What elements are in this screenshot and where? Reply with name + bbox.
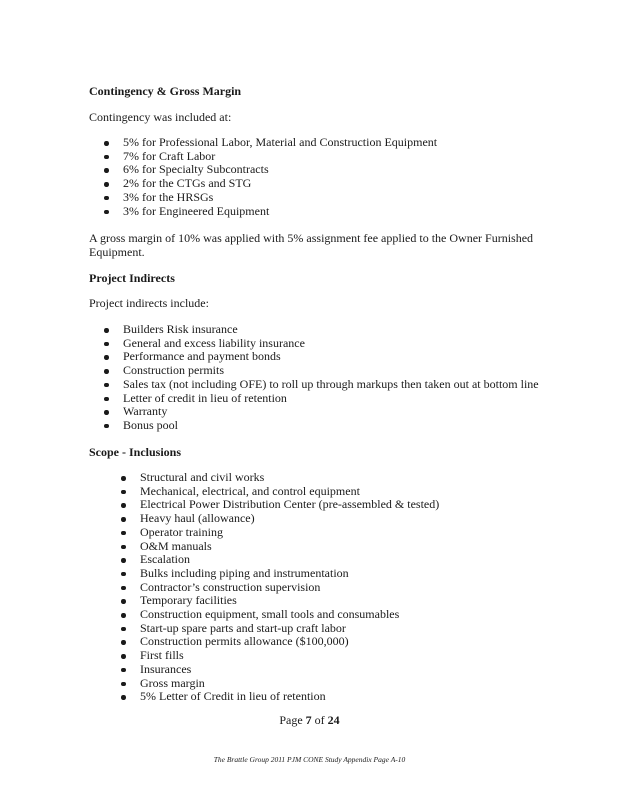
project-indirects-heading: Project Indirects [89, 271, 175, 285]
page-current: 7 [305, 713, 312, 727]
project-indirects-list [123, 323, 539, 433]
list-item: Warranty [123, 405, 539, 419]
contingency-intro: Contingency was included at: [89, 110, 232, 124]
list-item: O&M manuals [140, 540, 439, 554]
list-item: Electrical Power Distribution Center (pre-assembled & tested) [140, 497, 440, 512]
list-item: 2% for the CTGs and STG [123, 177, 437, 191]
project-indirects-intro: Project indirects include: [89, 296, 209, 310]
scope-inclusions-list [140, 471, 439, 704]
scope-inclusions-heading: Scope - Inclusions [89, 445, 182, 459]
list-item: Performance and payment bonds [123, 350, 539, 364]
list-item: 3% for the HRSGs [123, 191, 437, 205]
list-item: Sales tax (not including OFE) to roll up through markups then taken out at bottom line [123, 376, 539, 391]
list-item: Builders Risk insurance [123, 323, 539, 337]
list-item: Bonus pool [123, 419, 539, 433]
list-item: Construction permits [123, 364, 539, 378]
list-item: 6% for Specialty Subcontracts [123, 163, 437, 177]
list-item: General and excess liability insurance [123, 337, 539, 351]
list-item: Letter of credit in lieu of retention [123, 392, 539, 406]
list-item: Bulks including piping and instrumentation [140, 567, 439, 581]
list-item: Structural and civil works [140, 471, 439, 485]
list-item: 5% Letter of Credit in lieu of retention [140, 690, 439, 704]
list-item: Contractor’s construction supervision [140, 581, 439, 595]
list-item: 3% for Engineered Equipment [123, 205, 437, 219]
list-item: 7% for Craft Labor [123, 150, 437, 164]
list-item: Insurances [140, 663, 439, 677]
page-total: 24 [327, 713, 340, 727]
list-item: Heavy haul (allowance) [140, 512, 439, 526]
list-item: Construction permits allowance ($100,000) [140, 635, 439, 649]
page-of: of [314, 713, 325, 727]
list-item: Mechanical, electrical, and control equipment [140, 485, 439, 499]
list-item: Start-up spare parts and start-up craft labor [140, 622, 439, 636]
list-item: Construction equipment, small tools and consumables [140, 608, 439, 622]
contingency-heading: Contingency & Gross Margin [89, 84, 242, 98]
list-item: First fills [140, 649, 439, 663]
list-item: Escalation [140, 553, 439, 567]
gross-margin-paragraph: A gross margin of 10% was applied with 5% assignment fee applied to the Owner Furnished Equipment. [89, 231, 534, 259]
contingency-list [123, 136, 437, 218]
list-item: Temporary facilities [140, 594, 439, 608]
footer-caption: The Brattle Group 2011 PJM CONE Study Appendix Page A-10 [213, 755, 406, 764]
list-item: Operator training [140, 526, 439, 540]
list-item: 5% for Professional Labor, Material and Construction Equipment [123, 135, 438, 149]
page-label: Page [279, 713, 303, 727]
page-number [0, 713, 619, 728]
list-item: Gross margin [140, 677, 439, 691]
